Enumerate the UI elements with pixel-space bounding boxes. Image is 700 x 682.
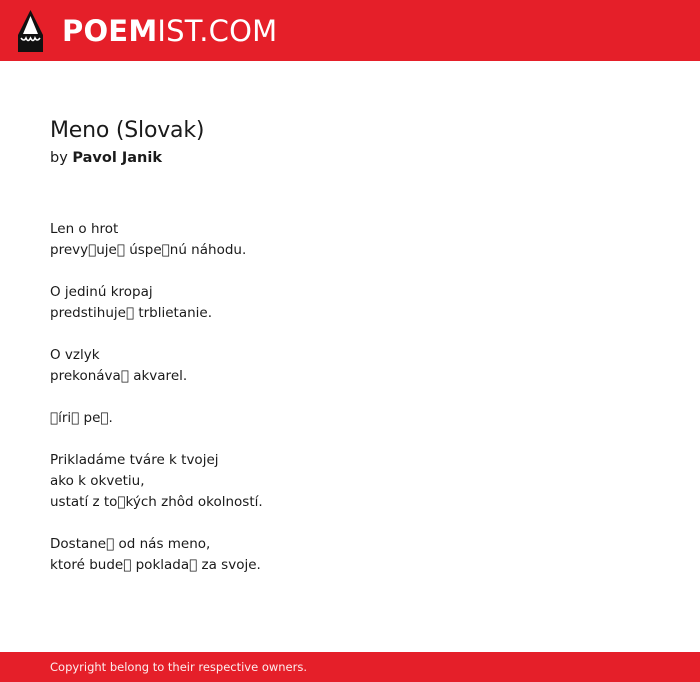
pen-nib-icon[interactable] — [18, 10, 43, 52]
poem-line: Prikladáme tváre k tvojej — [50, 452, 219, 468]
poem-byline — [50, 146, 650, 170]
by-label: by — [50, 150, 68, 166]
poem-line: ktoré bude  poklada  za svoje. — [50, 557, 261, 573]
poem-stanza — [50, 450, 650, 513]
poem-line: ustatí z to kých zhôd okolností. — [50, 494, 263, 510]
poem-line: prevy uje  úspe nú náhodu. — [50, 242, 247, 258]
poem-line: Dostane  od nás meno, — [50, 536, 211, 552]
poem-line: Len o hrot — [50, 221, 119, 237]
poem-line: O jedinú kropaj — [50, 284, 153, 300]
poem-stanza — [50, 534, 650, 576]
poem-line:  íri  pe . — [50, 410, 113, 426]
poem-line: prekonáva  akvarel. — [50, 368, 188, 384]
copyright-text: Copyright belong to their respective owners. — [50, 660, 308, 674]
poem-line: ako k okvetiu, — [50, 473, 145, 489]
author-name[interactable]: Pavol Janik — [72, 150, 162, 166]
poem-body — [50, 219, 650, 576]
poem-stanza — [50, 345, 650, 387]
site-header — [0, 0, 700, 61]
poem-stanza — [50, 282, 650, 324]
site-footer — [0, 652, 700, 682]
poem-content — [50, 116, 650, 576]
logo-bold-text: POEM — [62, 14, 158, 48]
poem-title: Meno (Slovak) — [50, 118, 205, 143]
poem-line: O vzlyk — [50, 347, 100, 363]
poem-stanza — [50, 219, 650, 261]
poem-line: predstihuje  trblietanie. — [50, 305, 213, 321]
logo-light-text: IST.COM — [157, 14, 278, 48]
site-logo[interactable] — [62, 11, 277, 51]
poem-stanza — [50, 408, 650, 429]
